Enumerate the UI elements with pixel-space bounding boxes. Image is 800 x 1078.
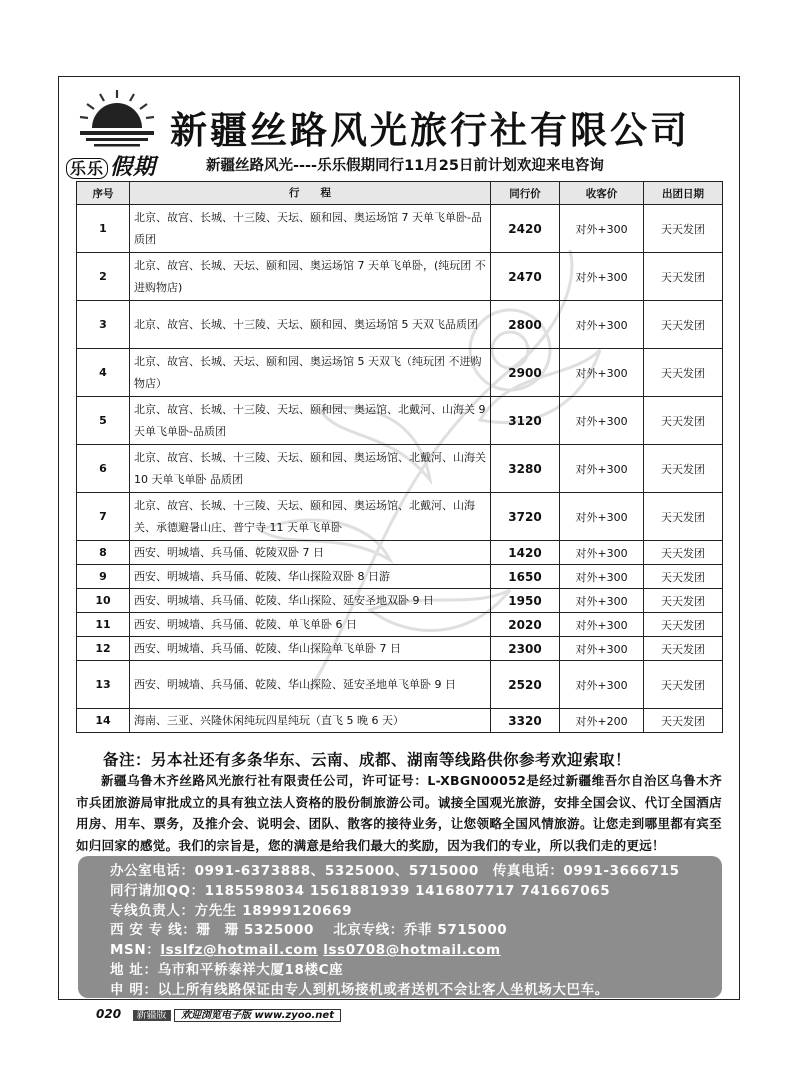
row-peer-price: 3120: [491, 397, 560, 445]
row-collect-price: 对外+300: [560, 205, 644, 253]
table-row: [77, 613, 723, 637]
row-route: 西安、明城墙、兵马俑、乾陵、华山探险双卧 8 日游: [130, 565, 491, 589]
row-peer-price: 2520: [491, 661, 560, 709]
line-manager: 专线负责人：方先生 18999120669: [110, 902, 353, 919]
row-peer-price: 2020: [491, 613, 560, 637]
row-route: 西安、明城墙、兵马俑、乾陵双卧 7 日: [130, 541, 491, 565]
row-departure: 天天发团: [644, 709, 723, 733]
page-footer: [96, 1006, 341, 1022]
row-peer-price: 1950: [491, 589, 560, 613]
line-contacts: 西 安 专 线：珊 珊 5325000 北京专线：乔菲 5715000: [110, 922, 508, 939]
row-route: 北京、故宫、长城、天坛、颐和园、奥运场馆 5 天双飞（纯玩团 不进购物店）: [130, 349, 491, 397]
row-peer-price: 1420: [491, 541, 560, 565]
table-row: [77, 349, 723, 397]
contact-panel: [78, 856, 722, 998]
row-peer-price: 2800: [491, 301, 560, 349]
sun-logo-icon: [72, 84, 162, 150]
row-departure: 天天发团: [644, 253, 723, 301]
edition-tag: 新疆版: [133, 1010, 171, 1021]
company-intro: 新疆乌鲁木齐丝路风光旅行社有限责任公司，许可证号：L-XBGN00052是经过新疆维吾尔自治区乌鲁木齐市兵团旅游局审批成立的具有独立法人资格的股份制旅游公司。诚接全国观光旅游，安排全国会议、代订全国酒店用房、用车、票务，及推介会、说明会、团队、散客的接待业务，让您领略全国风情旅游。让您走到哪里都有宾至如归回家的感觉。我们的宗旨是，您的满意是给我们最大的奖励，因为我们的专业，所以我们走的更远！: [76, 773, 722, 853]
row-departure: 天天发团: [644, 613, 723, 637]
row-route: 北京、故宫、长城、十三陵、天坛、颐和园、奥运场馆 5 天双飞品质团: [130, 301, 491, 349]
table-row: [77, 589, 723, 613]
row-collect-price: 对外+300: [560, 637, 644, 661]
subtitle: 新疆丝路风光----乐乐假期同行11月25日前计划欢迎来电咨询: [206, 158, 604, 174]
row-peer-price: 1650: [491, 565, 560, 589]
row-route: 西安、明城墙、兵马俑、乾陵、华山探险单飞单卧 7 日: [130, 637, 491, 661]
row-route: 北京、故宫、长城、十三陵、天坛、颐和园、奥运馆、北戴河、山海关 9 天单飞单卧-品质团: [130, 397, 491, 445]
row-peer-price: 3320: [491, 709, 560, 733]
address: 地 址：乌市和平桥泰祥大厦18楼C座: [110, 961, 344, 978]
table-row: [77, 253, 723, 301]
row-route: 北京、故宫、长城、十三陵、天坛、颐和园、奥运场馆、北戴河、山海关、承德避暑山庄、普宁寺 11 天单飞单卧: [130, 493, 491, 541]
row-departure: 天天发团: [644, 445, 723, 493]
col-no-header: 序号: [77, 182, 130, 205]
statement: 申 明：以上所有线路保证由专人到机场接机或者送机不会让客人坐机场大巴车。: [110, 981, 609, 998]
row-peer-price: 2470: [491, 253, 560, 301]
row-peer-price: 3280: [491, 445, 560, 493]
row-no: 10: [77, 589, 130, 613]
row-route: 北京、故宫、长城、十三陵、天坛、颐和园、奥运场馆、北戴河、山海关 10 天单飞单卧 品质团: [130, 445, 491, 493]
row-no: 7: [77, 493, 130, 541]
row-collect-price: 对外+300: [560, 397, 644, 445]
row-departure: 天天发团: [644, 397, 723, 445]
row-no: 13: [77, 661, 130, 709]
page-number: 020: [96, 1007, 122, 1021]
table-row: [77, 493, 723, 541]
row-collect-price: 对外+300: [560, 565, 644, 589]
row-no: 3: [77, 301, 130, 349]
msn-link-2[interactable]: lss0708@hotmail.com: [323, 942, 501, 959]
table-row: [77, 301, 723, 349]
row-peer-price: 3720: [491, 493, 560, 541]
table-row: [77, 445, 723, 493]
row-departure: 天天发团: [644, 637, 723, 661]
row-peer-price: 2900: [491, 349, 560, 397]
table-row: [77, 397, 723, 445]
row-no: 4: [77, 349, 130, 397]
website-link[interactable]: 欢迎浏览电子版 www.zyoo.net: [174, 1009, 341, 1022]
table-row: [77, 637, 723, 661]
row-route: 西安、明城墙、兵马俑、乾陵、华山探险、延安圣地单飞单卧 9 日: [130, 661, 491, 709]
msn-link-1[interactable]: lsslfz@hotmail.com: [160, 942, 318, 959]
row-route: 北京、故宫、长城、天坛、颐和园、奥运场馆 7 天单飞单卧，(纯玩团 不进购物店): [130, 253, 491, 301]
row-departure: 天天发团: [644, 493, 723, 541]
row-no: 2: [77, 253, 130, 301]
row-collect-price: 对外+300: [560, 445, 644, 493]
company-name: 新疆丝路风光旅行社有限公司: [170, 108, 690, 152]
row-collect-price: 对外+300: [560, 349, 644, 397]
table-row: [77, 541, 723, 565]
msn-contacts: MSN：lsslfz@hotmail.com lss0708@hotmail.com: [110, 942, 501, 959]
row-no: 9: [77, 565, 130, 589]
row-no: 6: [77, 445, 130, 493]
table-row: [77, 565, 723, 589]
row-departure: 天天发团: [644, 661, 723, 709]
row-route: 西安、明城墙、兵马俑、乾陵、华山探险、延安圣地双卧 9 日: [130, 589, 491, 613]
row-no: 11: [77, 613, 130, 637]
row-collect-price: 对外+300: [560, 661, 644, 709]
col-collect-price-header: 收客价: [560, 182, 644, 205]
row-collect-price: 对外+300: [560, 301, 644, 349]
row-collect-price: 对外+300: [560, 493, 644, 541]
row-departure: 天天发团: [644, 565, 723, 589]
row-peer-price: 2300: [491, 637, 560, 661]
remark: 备注：另本社还有多条华东、云南、成都、湖南等线路供你参考欢迎索取！: [103, 751, 632, 769]
row-no: 1: [77, 205, 130, 253]
row-collect-price: 对外+300: [560, 253, 644, 301]
brand-logo: 乐乐 假期: [66, 150, 156, 181]
row-departure: 天天发团: [644, 205, 723, 253]
row-route: 西安、明城墙、兵马俑、乾陵、单飞单卧 6 日: [130, 613, 491, 637]
qq-numbers: 同行请加QQ：1185598034 1561881939 1416807717 741667065: [110, 882, 611, 899]
row-departure: 天天发团: [644, 301, 723, 349]
table-row: [77, 709, 723, 733]
col-route-header: 行 程: [130, 182, 491, 205]
office-phone: 办公室电话：0991-6373888、5325000、5715000 传真电话：0991-3666715: [110, 863, 680, 879]
row-no: 14: [77, 709, 130, 733]
col-departure-header: 出团日期: [644, 182, 723, 205]
table-row: [77, 661, 723, 709]
row-collect-price: 对外+300: [560, 589, 644, 613]
row-departure: 天天发团: [644, 589, 723, 613]
row-no: 12: [77, 637, 130, 661]
row-peer-price: 2420: [491, 205, 560, 253]
row-departure: 天天发团: [644, 349, 723, 397]
row-departure: 天天发团: [644, 541, 723, 565]
table-row: [77, 205, 723, 253]
table-header-row: [77, 182, 723, 205]
row-route: 北京、故宫、长城、十三陵、天坛、颐和园、奥运场馆 7 天单飞单卧-品质团: [130, 205, 491, 253]
row-collect-price: 对外+200: [560, 709, 644, 733]
routes-table: [76, 181, 723, 733]
row-collect-price: 对外+300: [560, 613, 644, 637]
row-collect-price: 对外+300: [560, 541, 644, 565]
row-route: 海南、三亚、兴隆休闲纯玩四星纯玩（直飞 5 晚 6 天）: [130, 709, 491, 733]
col-peer-price-header: 同行价: [491, 182, 560, 205]
row-no: 5: [77, 397, 130, 445]
row-no: 8: [77, 541, 130, 565]
